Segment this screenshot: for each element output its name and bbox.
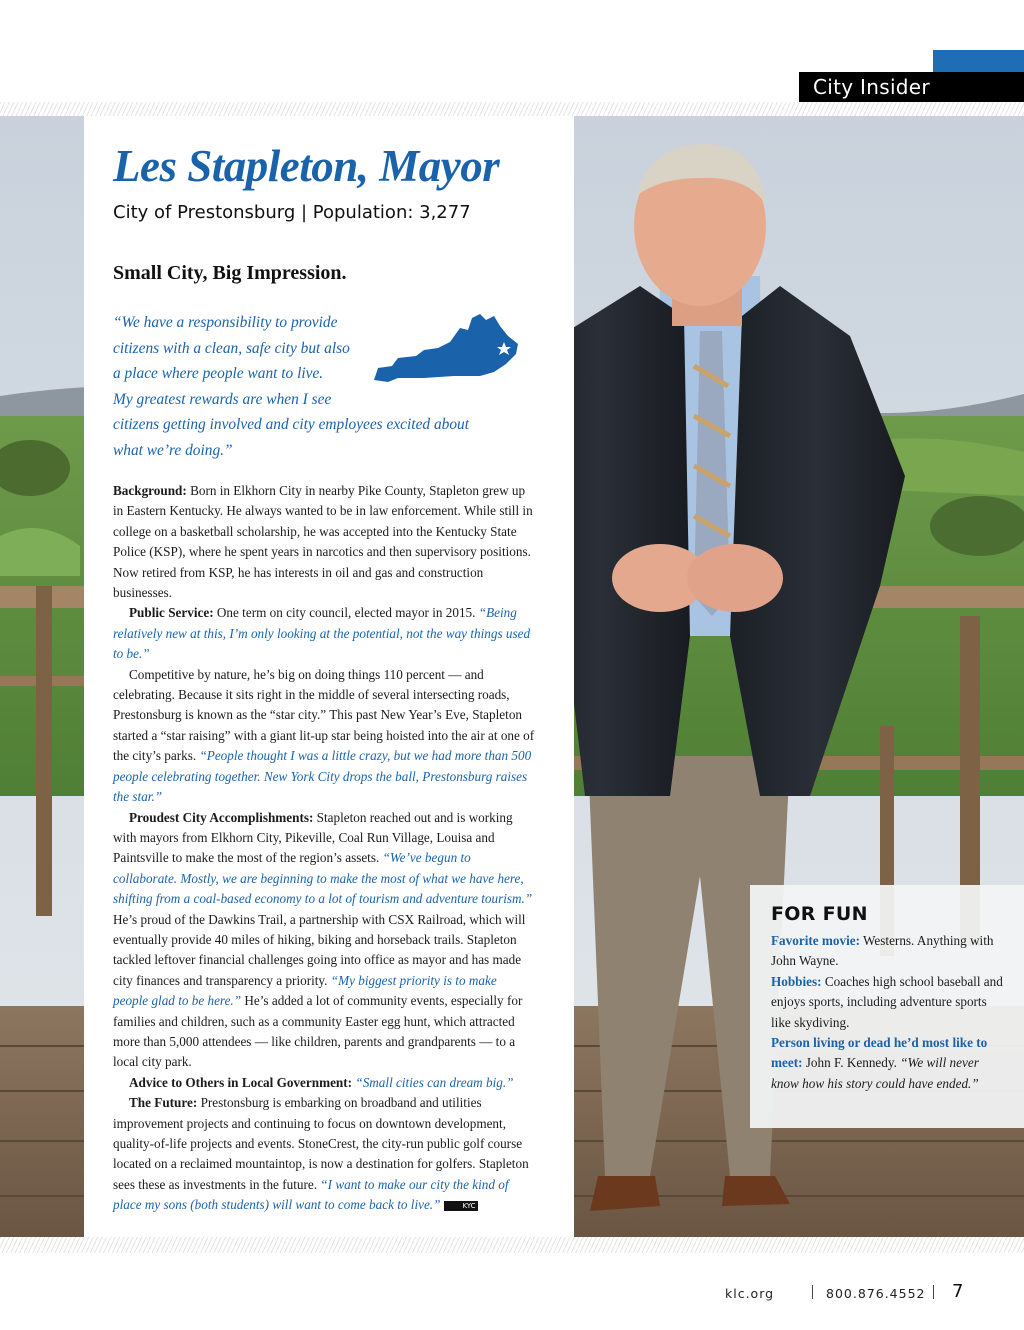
background-text: Born in Elkhorn City in nearby Pike County, Stapleton grew up in Eastern Kentucky. He always wanted to be in law enforcement. While still in college on a basketball scholarship, he was accepted into the Kentucky State Police (KSP), where he spent years in narcotics and then supervisory positions. Now retired from KSP, he has interests in oil and gas and construction businesses. [113,483,533,601]
proudest-label: Proudest City Accomplishments: [129,809,314,825]
background-label: Background: [113,483,187,498]
paragraph-competitive [113,665,535,808]
pull-quote-line: what we’re doing.” [113,441,233,459]
for-fun-box [750,885,1024,1128]
paragraph-public-service [113,603,535,664]
section-tab: City Insider [799,72,1024,102]
page-footer [700,1283,966,1303]
hobbies-text: Coaches high school baseball and enjoys sports, including adventure sports like skydiving. [771,973,1003,1030]
article-subtitle: City of Prestonsburg | Population: 3,277 [113,202,471,223]
top-hatch-rule [0,102,1024,116]
article-title: Les Stapleton, Mayor [113,141,500,191]
public-service-label: Public Service: [129,605,214,621]
fun-item-movie [771,931,1004,972]
footer-divider [933,1285,934,1299]
fun-item-hobbies [771,972,1004,1033]
article-body [113,481,535,1216]
pull-quote-line: citizens getting involved and city employees excited about [113,416,469,433]
paragraph-future [113,1093,535,1215]
proudest-text: Stapleton reached out and is working with mayors from Elkhorn City, Pikeville, Coal Run Village, Louisa and Paintsville to make the most of the region’s assets. [113,809,513,866]
advice-label: Advice to Others in Local Government: [129,1074,353,1090]
proudest-text: He’s added a lot of community events, especially for families and children, such as a community Easter egg hunt, which attracted more than 5,000 attendees — like children, parents and grandparents — to a local city park. [113,993,523,1070]
footer-phone: 800.876.4552 [826,1286,926,1301]
hobbies-label: Hobbies: [771,973,822,989]
competitive-text: Competitive by nature, he’s big on doing things 110 percent — and celebrating. Because it sits right in the middle of several intersecting roads, Prestonsburg is known as the “star city.” This past New Year’s Eve, Stapleton started a “star raising” with a giant lit-up star being hoisted into the air at one of the city’s parks. [113,666,535,764]
footer-site-link[interactable]: klc.org [725,1286,775,1301]
article-headline: Small City, Big Impression. [113,262,347,284]
fun-item-meet [771,1033,1004,1094]
bottom-hatch-rule [0,1237,1024,1253]
pull-quote-line: “We have a responsibility to provide [113,314,338,331]
movie-text: Westerns. Anything with John Wayne. [771,933,994,969]
paragraph-proudest [113,808,535,1073]
movie-label: Favorite movie: [771,933,860,948]
pull-quote-line: My greatest rewards are when I see [113,390,332,408]
pull-quote-line: a place where people want to live. [113,365,324,382]
meet-label: Person living or dead he’d most like to meet: [771,1035,988,1071]
paragraph-advice [113,1073,535,1093]
kentucky-map-icon [368,306,524,386]
pull-quote-line: citizens with a clean, safe city but also [113,339,350,357]
header-accent-bar [933,50,1024,72]
proudest-quote: “My biggest priority is to make people glad to be here.” [113,972,497,1009]
proudest-quote: “We’ve begun to collaborate. Mostly, we are beginning to make the most of what we have here, shifting from a coal-based economy to a lot of tourism and adventure tourism.” [113,850,533,907]
paragraph-background [113,481,535,603]
for-fun-title: FOR FUN [771,903,868,925]
future-text: Prestonsburg is embarking on broadband and utilities improvement projects and continuing to focus on downtown development, quality-of-life projects and events. StoneCrest, the city-run public golf course located on a reclaimed mountaintop, is now a destination for golfers. Stapleton sees these as investments in the future. [113,1095,529,1192]
footer-divider [812,1285,813,1299]
public-service-text: One term on city council, elected mayor in 2015. [213,605,479,621]
future-label: The Future: [129,1095,198,1111]
public-service-quote: “Being relatively new at this, I’m only looking at the potential, not the way things used to be.” [113,605,531,662]
page-number: 7 [952,1281,964,1302]
competitive-quote: “People thought I was a little crazy, but we had more than 500 people celebrating together. New York City drops the ball, Prestonsburg raises the star.” [113,748,532,805]
meet-text: John F. Kennedy. [802,1055,901,1071]
advice-quote: “Small cities can dream big.” [355,1074,514,1090]
future-quote: “I want to make our city the kind of place my sons (both students) will want to come back to live.” [113,1176,509,1213]
kyc-end-logo: KYC [444,1201,477,1211]
meet-quote: “We will never know how his story could have ended.” [771,1055,979,1091]
proudest-text: He’s proud of the Dawkins Trail, a partnership with CSX Railroad, which will eventually provide 40 miles of hiking, biking and horseback trails. Stapleton tackled leftover financial challenges going into office as mayor and has made city finances and transparency a priority. [113,911,526,988]
